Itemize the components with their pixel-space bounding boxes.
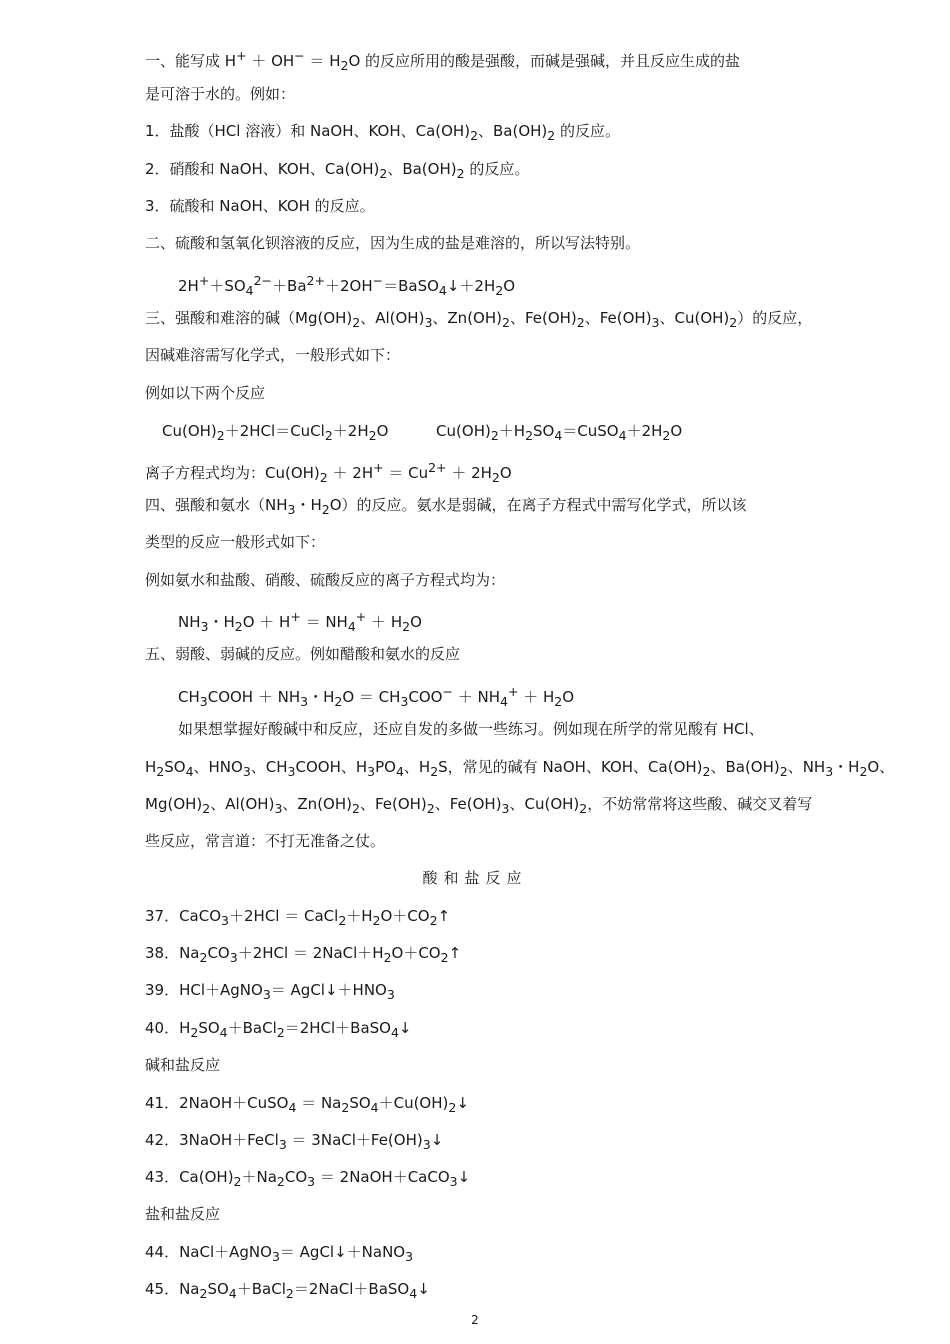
text-line-l13: 四、强酸和氨水（$NH_3$・$H_2O$）的反应。氨水是弱碱，在离子方程式中需写化学式，所以该	[145, 496, 747, 517]
text-line-l02: 是可溶于水的。例如：	[145, 85, 296, 103]
text-line-l11: $Cu(OH)_2+2HCl=CuCl_2+2H_2O$ $Cu(OH)_2+H_2SO_4=CuSO_4+2H_2O$	[162, 422, 683, 443]
text-line-l34: 45．$Na_2SO_4+BaCl_2=2NaCl+BaSO_4↓$	[145, 1280, 430, 1301]
text-line-l10: 例如以下两个反应	[145, 384, 266, 402]
text-line-l22: 些反应，常言道：不打无准备之仗。	[145, 832, 386, 850]
text-line-l27: 40．$H_2SO_4+BaCl_2=2HCl+BaSO_4↓$	[145, 1019, 412, 1040]
text-line-l03: 1．盐酸（HCl 溶液）和 NaOH、KOH、$Ca(OH)_2$、$Ba(OH)_2$ 的反应。	[145, 122, 621, 143]
text-line-l23: 酸和盐反应	[422, 869, 528, 887]
text-line-l04: 2．硝酸和 NaOH、KOH、$Ca(OH)_2$、$Ba(OH)_2$ 的反应。	[145, 160, 530, 181]
text-line-l28: 碱和盐反应	[145, 1056, 221, 1074]
text-line-l09: 因碱难溶需写化学式，一般形式如下：	[145, 346, 401, 364]
text-line-l07: $2H^++SO_4^{2-}+Ba^{2+}+2OH^-=BaSO_4↓+2H_2O$	[178, 273, 516, 298]
text-line-l29: 41．2NaOH＋CuSO$_4$ ＝ $Na_2SO_4+Cu(OH)_2↓$	[145, 1094, 469, 1115]
text-line-l24: 37．CaCO$_3$＋2HCl ＝ $CaCl_2+H_2O+CO_2↑$	[145, 907, 451, 928]
text-line-l05: 3．硫酸和 NaOH、KOH 的反应。	[145, 197, 375, 215]
text-line-l12: 离子方程式均为：$Cu(OH)_2 + 2H^+ = Cu^{2+} + 2H_2O$	[145, 460, 512, 485]
text-line-l16: $NH_3$・$H_2O + H^+ = NH_4^+ + H_2O$	[178, 609, 422, 634]
text-line-l25: 38．$Na_2CO_3+2HCl$ ＝ $2NaCl+H_2O+CO_2↑$	[145, 944, 462, 965]
page-number: 2	[471, 1313, 479, 1327]
text-line-l14: 类型的反应一般形式如下：	[145, 533, 326, 551]
text-line-l20: $H_2SO_4$、$HNO_3$、$CH_3COOH$、$H_3PO_4$、$H_2S$，常见的碱有 NaOH、KOH、$Ca(OH)_2$、$Ba(OH)_2$、$NH_3$・$H_2O$、	[145, 758, 895, 779]
text-line-l19: 如果想掌握好酸碱中和反应，还应自发的多做一些练习。例如现在所学的常见酸有 HCl、	[178, 720, 764, 738]
text-line-l30: 42．3NaOH＋FeCl$_3$ ＝ $3NaCl+Fe(OH)_3↓$	[145, 1131, 444, 1152]
text-line-l01: 一、能写成 $H^+ + OH^- = H_2O$ 的反应所用的酸是强酸，而碱是强碱，并且反应生成的盐	[145, 48, 741, 73]
text-line-l17: 五、弱酸、弱碱的反应。例如醋酸和氨水的反应	[145, 645, 461, 663]
text-line-l15: 例如氨水和盐酸、硝酸、硫酸反应的离子方程式均为：	[145, 571, 506, 589]
text-line-l21: $Mg(OH)_2$、$Al(OH)_3$、$Zn(OH)_2$、$Fe(OH)_2$、$Fe(OH)_3$、$Cu(OH)_2$，不妨常常将这些酸、碱交叉着写	[145, 795, 813, 816]
text-line-l33: 44．NaCl＋AgNO$_3$＝ AgCl↓＋NaNO$_3$	[145, 1243, 414, 1264]
text-line-l18: $CH_3COOH + NH_3$・$H_2O = CH_3COO^- + NH_4^+ + H_2O$	[178, 684, 575, 709]
text-line-l06: 二、硫酸和氢氧化钡溶液的反应，因为生成的盐是难溶的，所以写法特别。	[145, 234, 641, 252]
text-line-l08: 三、强酸和难溶的碱（$Mg(OH)_2$、$Al(OH)_3$、$Zn(OH)_2$、$Fe(OH)_2$、$Fe(OH)_3$、$Cu(OH)_2$）的反应，	[145, 309, 813, 330]
text-line-l32: 盐和盐反应	[145, 1205, 221, 1223]
text-line-l26: 39．HCl＋AgNO$_3$＝ $AgCl↓+HNO_3$	[145, 981, 395, 1002]
text-line-l31: 43．$Ca(OH)_2+Na_2CO_3$ ＝ 2NaOH＋CaCO$_3$↓	[145, 1168, 471, 1189]
